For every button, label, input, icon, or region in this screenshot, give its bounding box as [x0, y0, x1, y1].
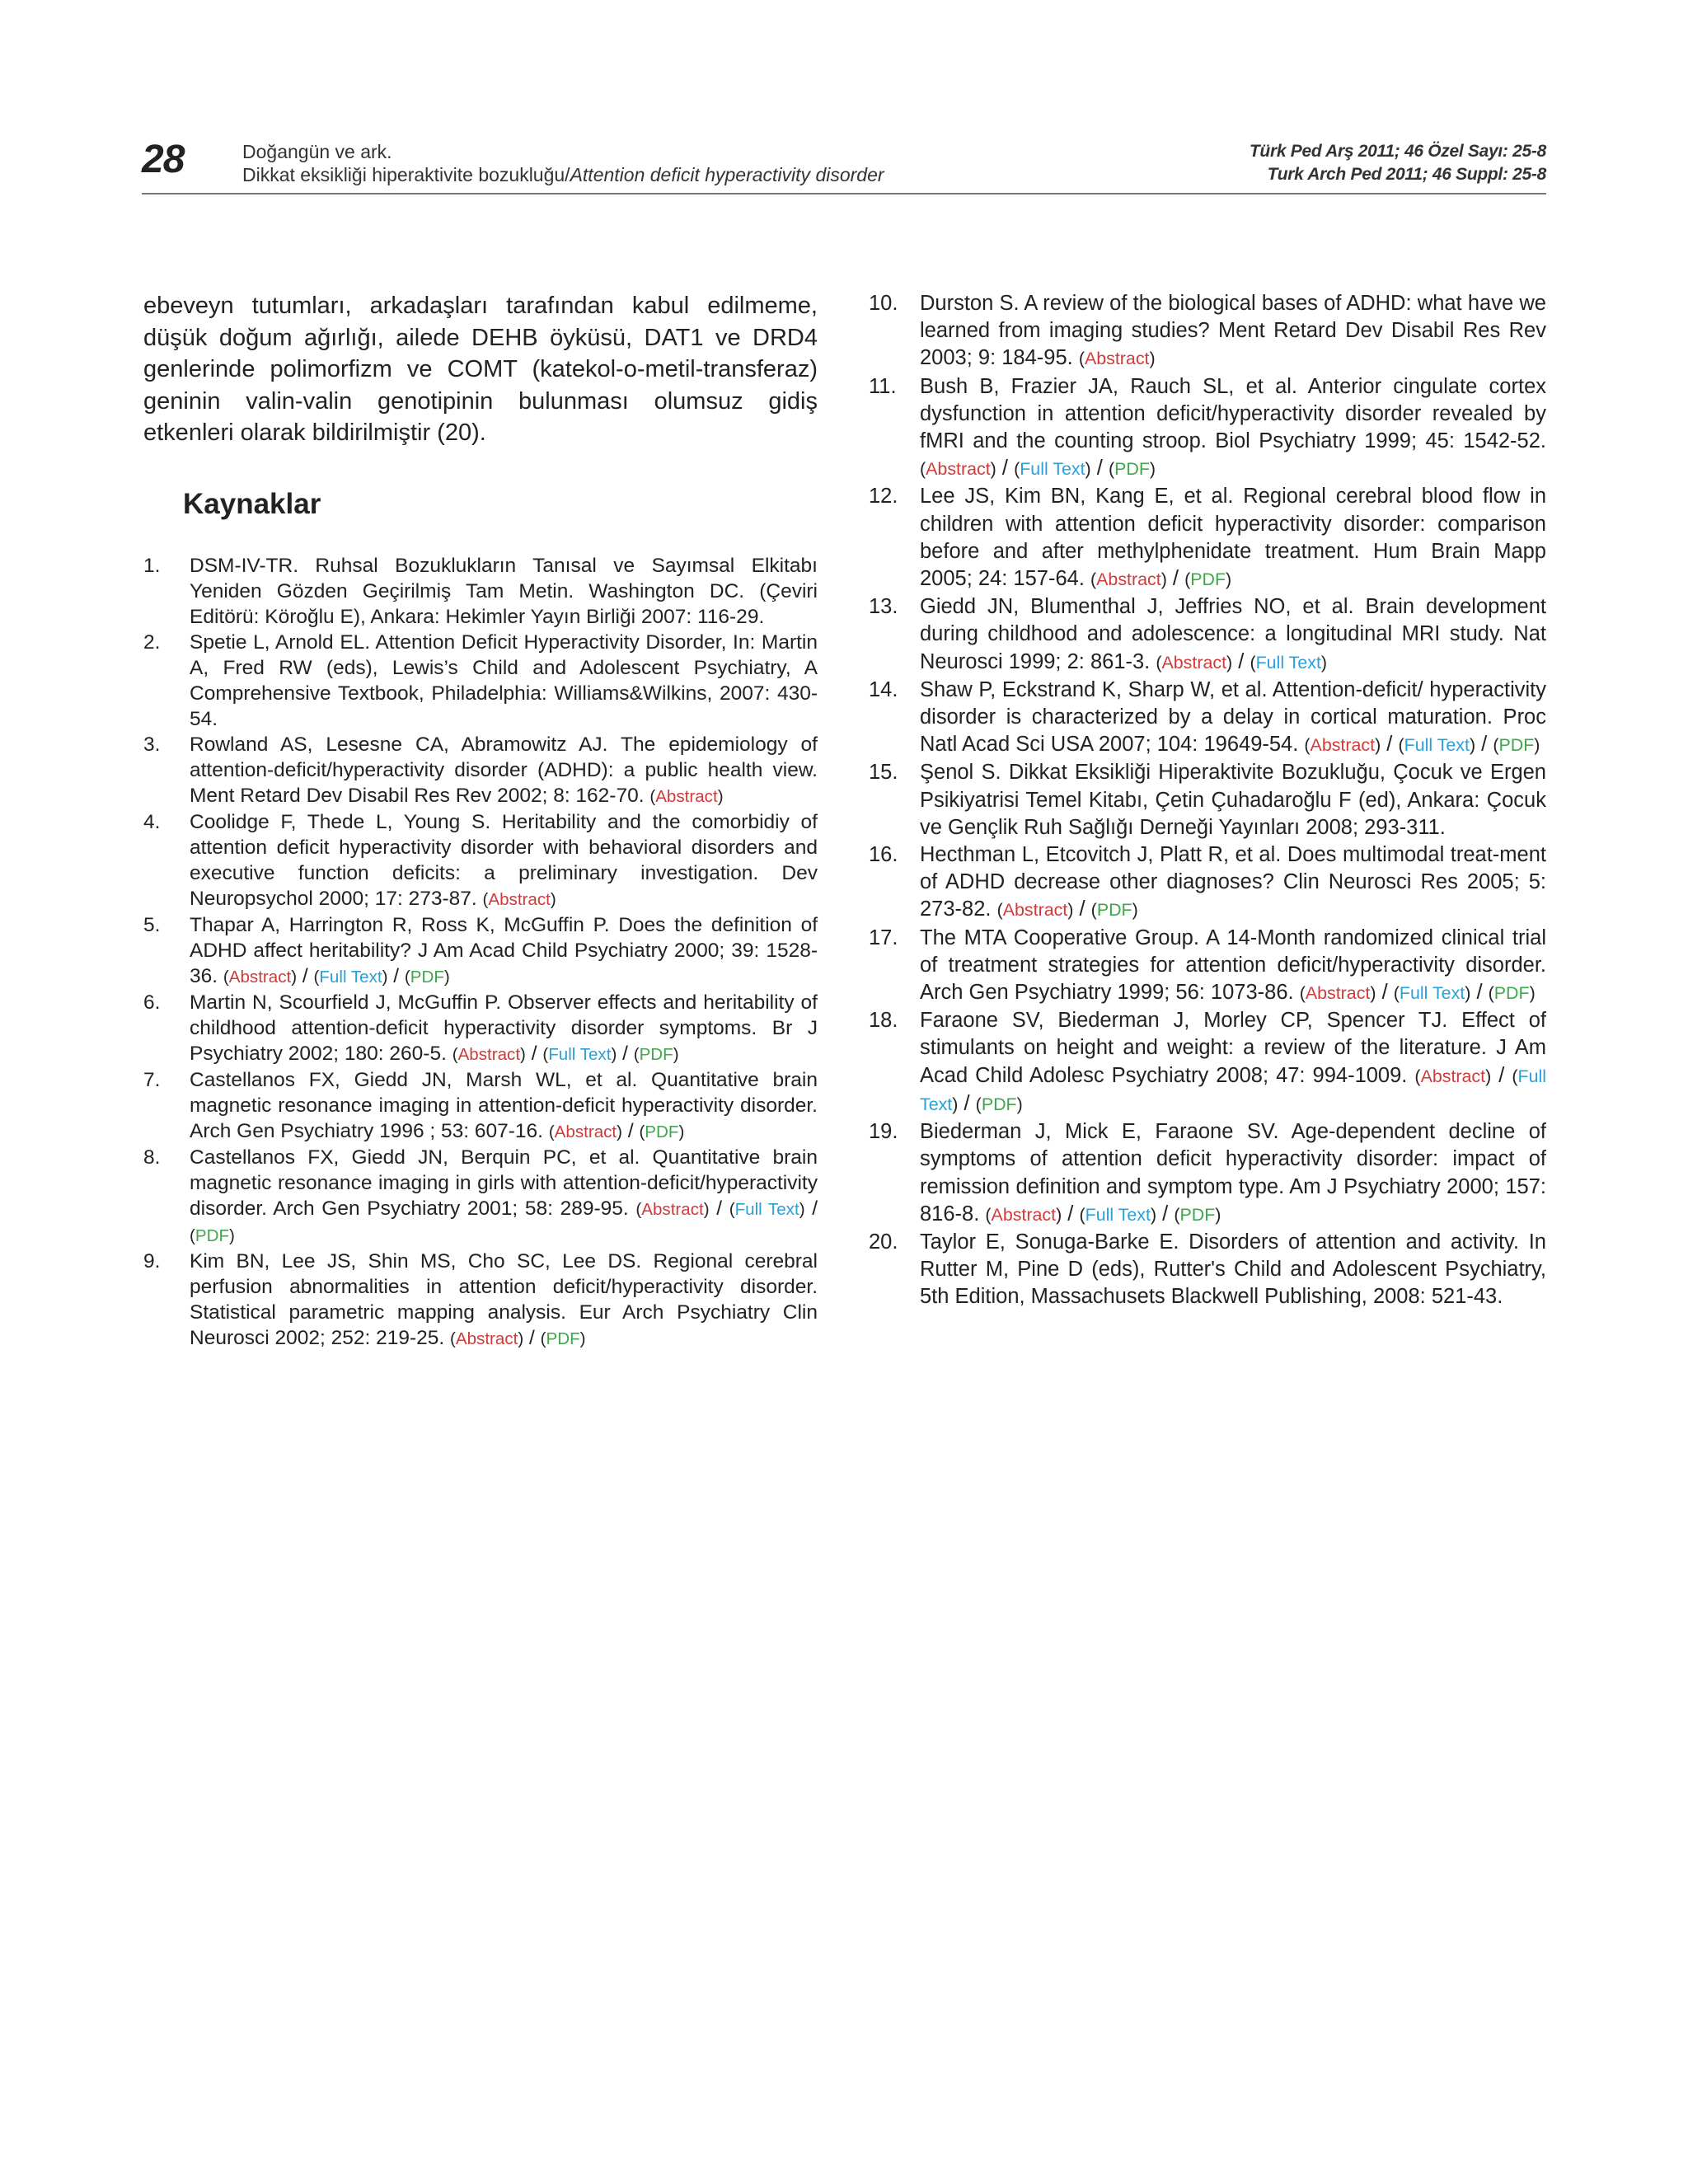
full-text-link[interactable]: Full Text	[920, 1066, 1546, 1114]
right-column	[869, 290, 1546, 1311]
abstract-link[interactable]: Abstract	[655, 787, 718, 806]
reference-text: Castellanos FX, Giedd JN, Marsh WL, et al. Quantitative brain magnetic resonance imaging in attention-deficit hyperactivity disorder. Arch Gen Psychiatry 1996 ; 53: 607-16.	[190, 1069, 818, 1142]
page-number: 28	[142, 138, 185, 181]
reference-item: 18. Faraone SV, Biederman J, Morley CP, Spencer TJ. Effect of stimulants on height and weight: a review of the literature. J Am Acad Child Adolesc Psychiatry 2008; 47: 994-1009. (Abstract) / (Full Text) / (PDF)	[869, 1009, 1546, 1115]
reference-item	[143, 553, 818, 630]
pdf-link[interactable]: PDF	[546, 1329, 580, 1348]
reference-item	[869, 1229, 1546, 1311]
full-text-link[interactable]: Full Text	[1399, 983, 1465, 1004]
reference-item: 4. Coolidge F, Thede L, Young S. Heritability and the comorbidiy of attention deficit hyperactivity disorder with behavioral disorders and executive function deficits: a preliminary investigation. Dev Neuropsychol 2000; 17: 273-87. (Abstract)	[143, 811, 818, 910]
reference-number: 19.	[869, 1120, 898, 1144]
header-title-en: Attention deficit hyperactivity disorder	[570, 164, 884, 185]
full-text-link[interactable]: Full Text	[1255, 652, 1321, 673]
abstract-link[interactable]: Abstract	[1002, 900, 1068, 921]
pdf-link[interactable]: PDF	[981, 1094, 1017, 1114]
reference-item	[869, 759, 1546, 841]
reference-item: 12. Lee JS, Kim BN, Kang E, et al. Regional cerebral blood flow in children with attention deficit hyperactivity disorder: comparison before and after methylphenidate treatment. Hum Brain Mapp 2005; 24: 157-64. (Abstract) / (PDF)	[869, 485, 1546, 591]
reference-number: 20.	[869, 1230, 898, 1254]
header-article-title	[242, 163, 884, 186]
reference-text: Biederman J, Mick E, Faraone SV. Age-dependent decline of symptoms of attention deficit hyperactivity disorder: impact of remission definition and symptom type. Am J Psychiatry 2000; 157: 816-8.	[920, 1120, 1546, 1226]
reference-item: 3. Rowland AS, Lesesne CA, Abramowitz AJ. The epidemiology of attention-deficit/hyperactivity disorder (ADHD): a public health view. Ment Retard Dev Disabil Res Rev 2002; 8: 162-70. (Abstract)	[143, 733, 818, 807]
reference-number: 10.	[869, 292, 898, 315]
abstract-link[interactable]: Abstract	[926, 459, 991, 480]
reference-text: The MTA Cooperative Group. A 14-Month randomized clinical trial of treatment strategies for attention deficit/hyperactivity disorder. Arch Gen Psychiatry 1999; 56: 1073-86.	[920, 926, 1546, 1005]
reference-number: 1.	[143, 555, 161, 577]
reference-number: 3.	[143, 733, 161, 756]
full-text-link[interactable]: Full Text	[548, 1045, 612, 1064]
reference-item: 14. Shaw P, Eckstrand K, Sharp W, et al. Attention-deficit/ hyperactivity disorder is characterized by a delay in cortical maturation. Proc Natl Acad Sci USA 2007; 104: 19649-54. (Abstract) / (Full Text) / (PDF)	[869, 677, 1546, 757]
pdf-link[interactable]: PDF	[1190, 569, 1226, 590]
reference-text: Lee JS, Kim BN, Kang E, et al. Regional cerebral blood flow in children with attention deficit hyperactivity disorder: comparison before and after methylphenidate treatment. Hum Brain Mapp 2005; 24: 157-64.	[920, 485, 1546, 591]
journal-citation-tr: Türk Ped Arş 2011; 46 Özel Sayı: 25-8	[1249, 142, 1546, 161]
reference-text: Rowland AS, Lesesne CA, Abramowitz AJ. The epidemiology of attention-deficit/hyperactivity disorder (ADHD): a public health view. Ment Retard Dev Disabil Res Rev 2002; 8: 162-70.	[190, 733, 818, 807]
reference-text: Durston S. A review of the biological bases of ADHD: what have we learned from imaging studies? Ment Retard Dev Disabil Res Rev 2003; 9: 184-95.	[920, 292, 1546, 370]
reference-text: Hecthman L, Etcovitch J, Platt R, et al. Does multimodal treat-ment of ADHD decrease other diagnoses? Clin Neurosci Res 2005; 5: 273-82.	[920, 843, 1546, 921]
reference-number: 5.	[143, 914, 161, 936]
pdf-link[interactable]: PDF	[1114, 459, 1150, 480]
reference-text: Castellanos FX, Giedd JN, Berquin PC, et al. Quantitative brain magnetic resonance imaging in girls with attention-deficit/hyperactivity disorder. Arch Gen Psychiatry 2001; 58: 289-95.	[190, 1146, 818, 1220]
reference-text: Kim BN, Lee JS, Shin MS, Cho SC, Lee DS. Regional cerebral perfusion abnormalities in attention deficit/hyperactivity disorder. Statistical parametric mapping analysis. Eur Arch Psychiatry Clin Neurosci 2002; 252: 219-25.	[190, 1250, 818, 1349]
full-text-link[interactable]: Full Text	[1404, 735, 1470, 756]
abstract-link[interactable]: Abstract	[1161, 652, 1227, 673]
abstract-link[interactable]: Abstract	[455, 1329, 518, 1348]
reference-text: Bush B, Frazier JA, Rauch SL, et al. Anterior cingulate cortex dysfunction in attention deficit/hyperactivity disorder revealed by fMRI and the counting stroop. Biol Psychiatry 1999; 45: 1542-52.	[920, 374, 1546, 453]
journal-citation-en: Turk Arch Ped 2011; 46 Suppl: 25-8	[1267, 165, 1546, 184]
pdf-link[interactable]: PDF	[1179, 1204, 1216, 1225]
abstract-link[interactable]: Abstract	[457, 1045, 521, 1064]
reference-number: 4.	[143, 811, 161, 833]
reference-text: Thapar A, Harrington R, Ross K, McGuffin P. Does the definition of ADHD affect heritability? J Am Acad Child Psychiatry 2000; 39: 1528-36.	[190, 914, 818, 987]
reference-number: 15.	[869, 761, 898, 785]
reference-text: Martin N, Scourfield J, McGuffin P. Observer effects and heritability of childhood attention-deficit hyperactivity disorder symptoms. Br J Psychiatry 2002; 180: 260-5.	[190, 991, 818, 1065]
reference-item: 19. Biederman J, Mick E, Faraone SV. Age-dependent decline of symptoms of attention deficit hyperactivity disorder: impact of remission definition and symptom type. Am J Psychiatry 2000; 157: 816-8. (Abstract) / (Full Text) / (PDF)	[869, 1120, 1546, 1226]
journal-citation	[1250, 140, 1546, 186]
abstract-link[interactable]: Abstract	[1420, 1066, 1486, 1086]
page-header	[142, 132, 1546, 194]
reference-number: 7.	[143, 1069, 161, 1091]
reference-list-right	[869, 290, 1546, 1311]
abstract-link[interactable]: Abstract	[1084, 349, 1150, 369]
reference-item: 16. Hecthman L, Etcovitch J, Platt R, et al. Does multimodal treat-ment of ADHD decrease other diagnoses? Clin Neurosci Res 2005; 5: 273-82. (Abstract) / (PDF)	[869, 843, 1546, 921]
pdf-link[interactable]: PDF	[1096, 900, 1132, 921]
abstract-link[interactable]: Abstract	[1096, 569, 1161, 590]
reference-text: Giedd JN, Blumenthal J, Jeffries NO, et al. Brain development during childhood and adolescence: a longitudinal MRI study. Nat Neurosci 1999; 2: 861-3.	[920, 595, 1546, 673]
full-text-link[interactable]: Full Text	[734, 1200, 799, 1219]
pdf-link[interactable]: PDF	[639, 1045, 673, 1064]
pdf-link[interactable]: PDF	[1498, 735, 1535, 756]
full-text-link[interactable]: Full Text	[1020, 459, 1085, 480]
reference-item: 10. Durston S. A review of the biological bases of ADHD: what have we learned from imaging studies? Ment Retard Dev Disabil Res Rev 2003; 9: 184-95. (Abstract)	[869, 292, 1546, 370]
reference-number: 17.	[869, 926, 898, 949]
reference-number: 12.	[869, 485, 898, 509]
references-heading: Kaynaklar	[183, 487, 321, 520]
reference-item: 11. Bush B, Frazier JA, Rauch SL, et al. Anterior cingulate cortex dysfunction in attention deficit/hyperactivity disorder revealed by fMRI and the counting stroop. Biol Psychiatry 1999; 45: 1542-52. (Abstract) / (Full Text) / (PDF)	[869, 374, 1546, 480]
pdf-link[interactable]: PDF	[645, 1122, 679, 1141]
full-text-link[interactable]: Full Text	[1085, 1204, 1151, 1225]
full-text-link[interactable]: Full Text	[319, 968, 382, 987]
header-title-tr: Dikkat eksikliği hiperaktivite bozukluğu/	[242, 164, 570, 185]
reference-number: 6.	[143, 991, 161, 1014]
abstract-link[interactable]: Abstract	[1305, 983, 1371, 1004]
reference-list-left	[143, 553, 818, 1352]
reference-item: 17. The MTA Cooperative Group. A 14-Month randomized clinical trial of treatment strategies for attention deficit/hyperactivity disorder. Arch Gen Psychiatry 1999; 56: 1073-86. (Abstract) / (Full Text) / (PDF)	[869, 926, 1546, 1005]
abstract-link[interactable]: Abstract	[228, 968, 292, 987]
reference-item: 5. Thapar A, Harrington R, Ross K, McGuffin P. Does the definition of ADHD affect heritability? J Am Acad Child Psychiatry 2000; 39: 1528-36. (Abstract) / (Full Text) / (PDF)	[143, 914, 818, 987]
reference-text: Faraone SV, Biederman J, Morley CP, Spencer TJ. Effect of stimulants on height and weight: a review of the literature. J Am Acad Child Adolesc Psychiatry 2008; 47: 994-1009.	[920, 1009, 1546, 1087]
reference-text: Shaw P, Eckstrand K, Sharp W, et al. Attention-deficit/ hyperactivity disorder is characterized by a delay in cortical maturation. Proc Natl Acad Sci USA 2007; 104: 19649-54.	[920, 677, 1546, 757]
abstract-link[interactable]: Abstract	[641, 1200, 704, 1219]
abstract-link[interactable]: Abstract	[554, 1122, 617, 1141]
reference-number: 16.	[869, 843, 898, 867]
reference-item	[143, 630, 818, 732]
left-column	[143, 290, 818, 1352]
reference-number: 18.	[869, 1009, 898, 1033]
reference-number: 14.	[869, 677, 898, 701]
reference-number: 8.	[143, 1146, 161, 1169]
running-title	[242, 140, 884, 186]
reference-text: DSM-IV-TR. Ruhsal Bozuklukların Tanısal ve Sayımsal Elkitabı Yeniden Gözden Geçirilmiş Tam Metin. Washington DC. (Çeviri Editörü: Köroğlu E), Ankara: Hekimler Yayın Birliği 2007: 116-29.	[190, 555, 818, 628]
reference-text: Coolidge F, Thede L, Young S. Heritability and the comorbidiy of attention deficit hyperactivity disorder with behavioral disorders and executive function deficits: a preliminary investigation. Dev Neuropsychol 2000; 17: 273-87.	[190, 811, 818, 910]
reference-item: 8. Castellanos FX, Giedd JN, Berquin PC, et al. Quantitative brain magnetic resonance imaging in girls with attention-deficit/hyperactivity disorder. Arch Gen Psychiatry 2001; 58: 289-95. (Abstract) / (Full Text) / (PDF)	[143, 1146, 818, 1245]
reference-number: 11.	[869, 374, 897, 398]
reference-text: Şenol S. Dikkat Eksikliği Hiperaktivite Bozukluğu, Çocuk ve Ergen Psikiyatrisi Temel Kitabı, Çetin Çuhadaroğlu F (ed), Ankara: Çocuk ve Gençlik Ruh Sağlığı Derneği Yayınları 2008; 293-311.	[920, 761, 1546, 839]
abstract-link[interactable]: Abstract	[991, 1204, 1057, 1225]
pdf-link[interactable]: PDF	[195, 1226, 230, 1245]
reference-item: 7. Castellanos FX, Giedd JN, Marsh WL, et al. Quantitative brain magnetic resonance imaging in attention-deficit hyperactivity disorder. Arch Gen Psychiatry 1996 ; 53: 607-16. (Abstract) / (PDF)	[143, 1069, 818, 1142]
pdf-link[interactable]: PDF	[410, 968, 444, 987]
intro-paragraph: ebeveyn tutumları, arkadaşları tarafından kabul edilmeme, düşük doğum ağırlığı, ailede DEHB öyküsü, DAT1 ve DRD4 genlerinde polimorfizm ve COMT (katekol-o-metil-transferaz) geninin valin-valin genotipinin bulunması olumsuz gidiş etkenleri olarak bildirilmiştir (20).	[143, 293, 818, 446]
reference-item: 13. Giedd JN, Blumenthal J, Jeffries NO, et al. Brain development during childhood and adolescence: a longitudinal MRI study. Nat Neurosci 1999; 2: 861-3. (Abstract) / (Full Text)	[869, 595, 1546, 673]
reference-item: 9. Kim BN, Lee JS, Shin MS, Cho SC, Lee DS. Regional cerebral perfusion abnormalities in attention deficit/hyperactivity disorder. Statistical parametric mapping analysis. Eur Arch Psychiatry Clin Neurosci 2002; 252: 219-25. (Abstract) / (PDF)	[143, 1250, 818, 1349]
header-authors: Doğangün ve ark.	[242, 141, 392, 162]
abstract-link[interactable]: Abstract	[488, 890, 551, 909]
reference-text: Spetie L, Arnold EL. Attention Deficit Hyperactivity Disorder, In: Martin A, Fred RW (eds), Lewis’s Child and Adolescent Psychiatry, A Comprehensive Textbook, Philadelphia: Williams&Wilkins, 2007: 430-54.	[190, 631, 818, 730]
reference-number: 2.	[143, 631, 161, 654]
reference-number: 9.	[143, 1250, 161, 1272]
pdf-link[interactable]: PDF	[1493, 983, 1530, 1004]
abstract-link[interactable]: Abstract	[1310, 735, 1376, 756]
reference-item: 6. Martin N, Scourfield J, McGuffin P. Observer effects and heritability of childhood attention-deficit hyperactivity disorder symptoms. Br J Psychiatry 2002; 180: 260-5. (Abstract) / (Full Text) / (PDF)	[143, 991, 818, 1065]
reference-number: 13.	[869, 595, 898, 619]
reference-text: Taylor E, Sonuga-Barke E. Disorders of attention and activity. In Rutter M, Pine D (eds), Rutter's Child and Adolescent Psychiatry, 5th Edition, Massachusets Blackwell Publishing, 2008: 521-43.	[920, 1230, 1546, 1309]
